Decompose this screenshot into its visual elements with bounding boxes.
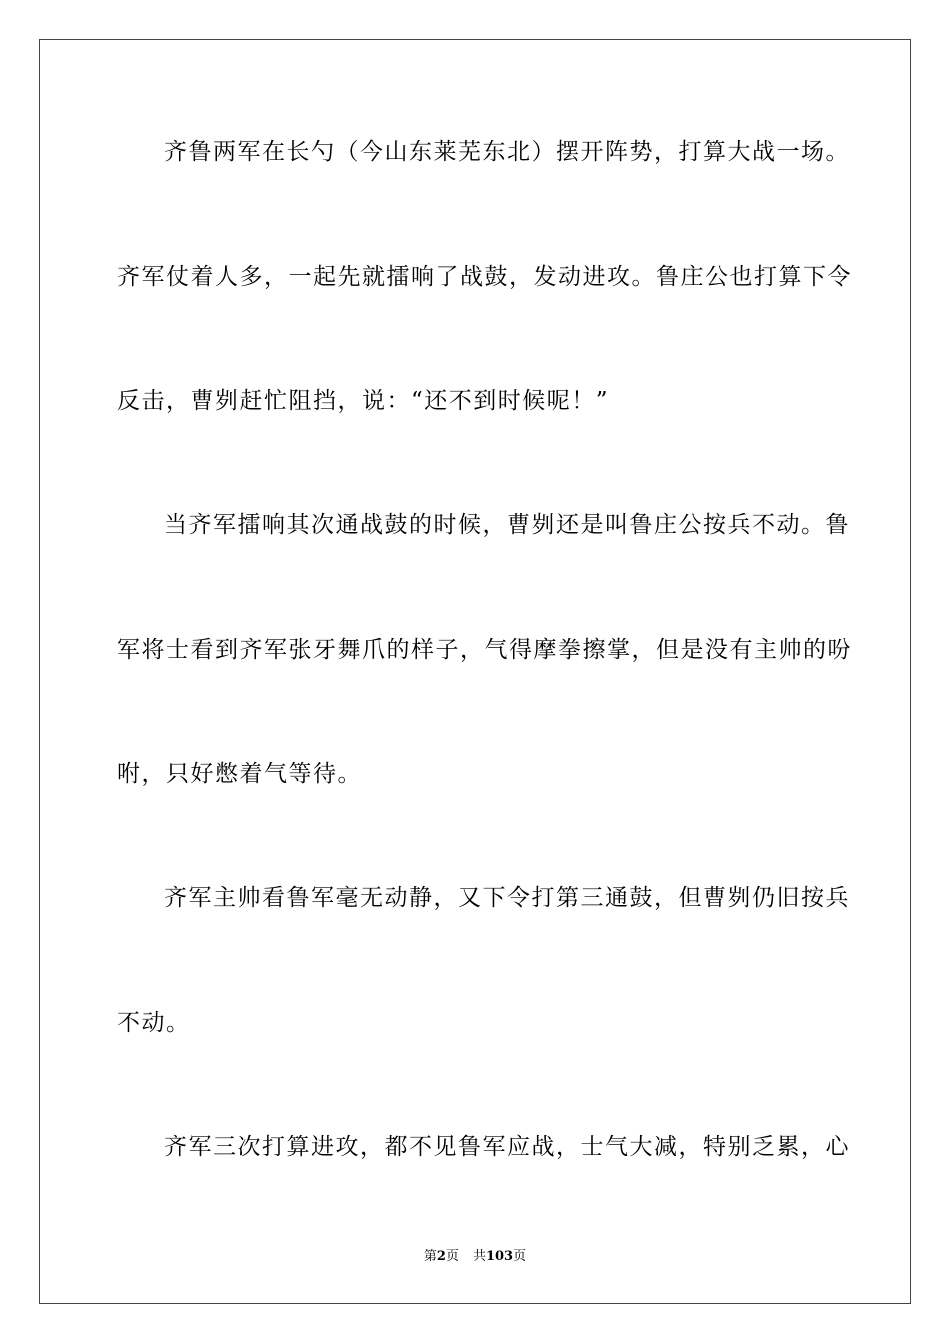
total-prefix: 共 [472,1249,486,1264]
total-pages: 103 [485,1249,514,1264]
total-suffix: 页 [513,1249,527,1264]
page-prefix: 第 [423,1249,437,1264]
paragraph-line: 当齐军擂响其次通战鼓的时候，曹刿还是叫鲁庄公按兵不动。鲁 [164,512,850,538]
paragraph-line: 反击，曹刿赶忙阻挡，说：“还不到时候呢！” [117,388,610,414]
page-border [39,39,911,1304]
paragraph-line: 不动。 [117,1010,191,1036]
paragraph-line: 咐，只好憋着气等待。 [117,761,362,787]
page-footer [0,1248,950,1266]
paragraph-line: 齐军三次打算进攻，都不见鲁军应战，士气大减，特别乏累，心 [164,1134,850,1160]
paragraph-line: 军将士看到齐军张牙舞爪的样子，气得摩拳擦掌，但是没有主帅的吩 [117,637,852,663]
paragraph-line: 齐军主帅看鲁军毫无动静，又下令打第三通鼓，但曹刿仍旧按兵 [164,885,850,911]
paragraph-line: 齐鲁两军在长勺（今山东莱芜东北）摆开阵势，打算大战一场。 [164,139,850,165]
page-suffix: 页 [445,1249,459,1264]
paragraph-line: 齐军仗着人多，一起先就擂响了战鼓，发动进攻。鲁庄公也打算下令 [117,264,852,290]
page-number: 2 [436,1249,446,1264]
